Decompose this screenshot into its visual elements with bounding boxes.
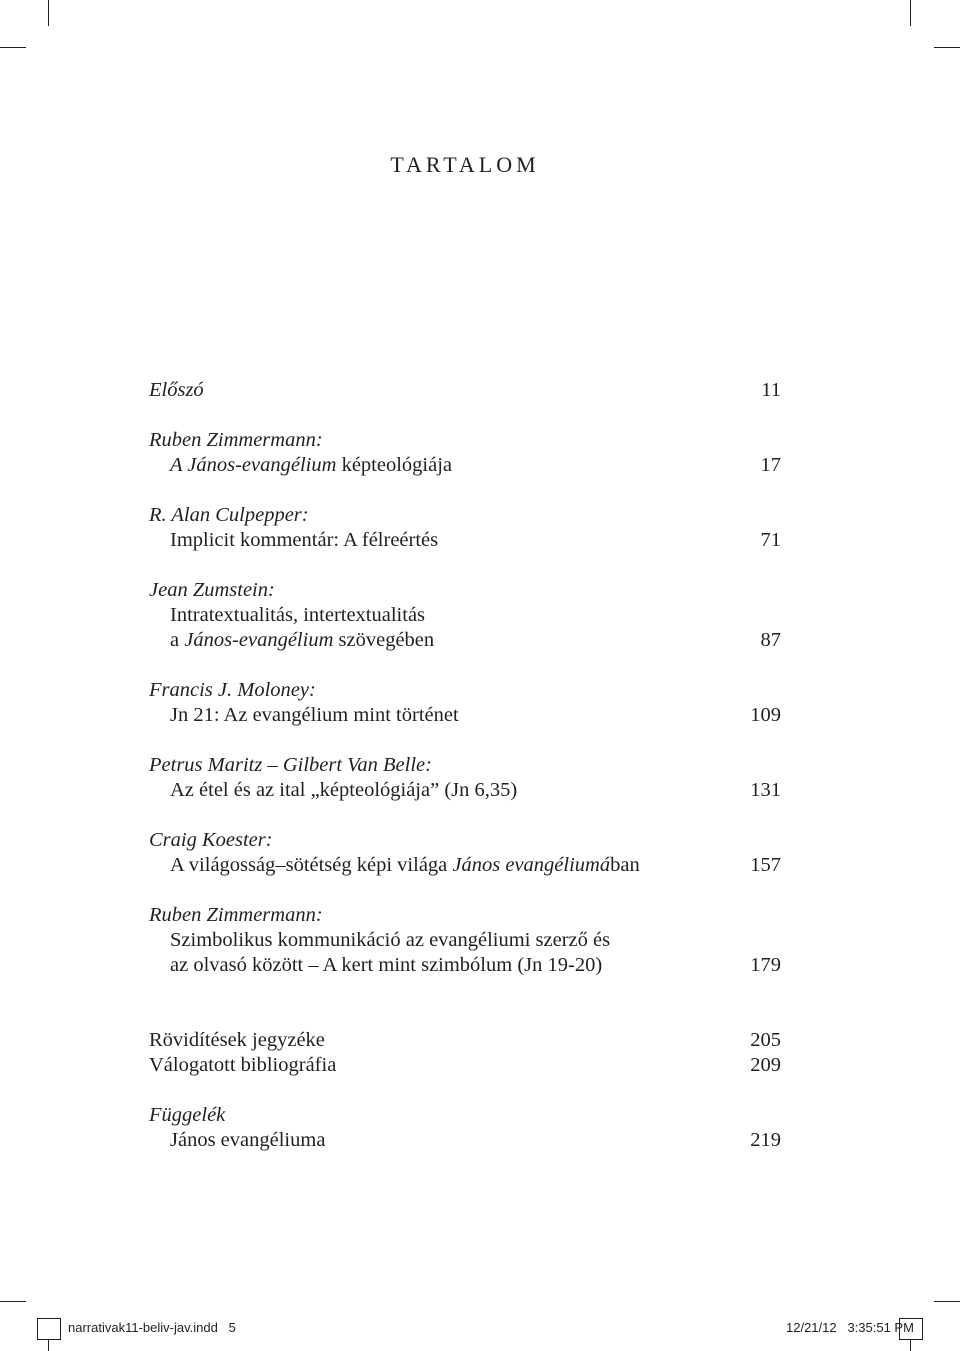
toc-entry-author: Jean Zumstein: [149, 579, 275, 601]
table-of-contents [149, 378, 781, 1153]
toc-entry-foreword [149, 378, 781, 403]
crop-mark-top-right [910, 0, 911, 26]
crop-mark-left-bottom [0, 1301, 26, 1302]
crop-mark-left-top [0, 47, 26, 48]
crop-mark-right-top [934, 47, 960, 48]
toc-entry-author: Ruben Zimmermann: [149, 904, 323, 926]
entry-title: Előszó [149, 379, 204, 401]
toc-entry-title: Implicit kommentár: A félreértés 71 [170, 529, 781, 551]
page-number: 205 [750, 1029, 781, 1051]
toc-entry-title: Szimbolikus kommunikáció az evangéliumi szerző és [170, 929, 611, 951]
toc-entry-author: R. Alan Culpepper: [149, 504, 309, 526]
toc-entry-title: János evangéliuma 219 [170, 1129, 781, 1151]
toc-entry-title: Jn 21: Az evangélium mint történet 109 [170, 704, 781, 726]
page-number: 109 [750, 704, 781, 726]
page-number: 157 [750, 854, 781, 876]
toc-entry-bibliography: Válogatott bibliográfia 209 [149, 1054, 781, 1076]
registration-box-left [37, 1318, 61, 1340]
page-number: 219 [750, 1129, 781, 1151]
toc-entry-appendix-heading: Függelék [149, 1104, 226, 1126]
page-number: 11 [761, 379, 781, 401]
toc-entry-author: Ruben Zimmermann: [149, 429, 323, 451]
toc-entry-title: A világosság–sötétség képi világa János evangéliumában 157 [170, 854, 781, 876]
page-title: TARTALOM [390, 152, 540, 177]
footer-timestamp: 12/21/12 3:35:51 PM [786, 1320, 914, 1335]
page-number: 71 [760, 529, 781, 551]
toc-entry-author: Petrus Maritz – Gilbert Van Belle: [149, 754, 432, 776]
page-number: 179 [750, 954, 781, 976]
toc-entry-title: Intratextualitás, intertextualitás [170, 604, 426, 626]
toc-entry-title: Az étel és az ital „képteológiája” (Jn 6,35) 131 [170, 779, 781, 801]
page-number: 131 [750, 779, 781, 801]
toc-entry-title: A János-evangélium képteológiája 17 [170, 454, 781, 476]
toc-entry-title: az olvasó között – A kert mint szimbólum (Jn 19-20) 179 [170, 954, 781, 976]
toc-entry-title: a János-evangélium szövegében 87 [170, 629, 781, 651]
toc-entry-abbreviations: Rövidítések jegyzéke 205 [149, 1029, 781, 1051]
toc-entry-author: Francis J. Moloney: [149, 679, 316, 701]
page-number: 17 [760, 454, 781, 476]
footer-file-name: narrativak11-beliv-jav.indd 5 [68, 1320, 236, 1335]
crop-mark-right-bottom [934, 1301, 960, 1302]
page-number: 87 [760, 629, 781, 651]
page-number: 209 [750, 1054, 781, 1076]
crop-mark-top-left [48, 0, 49, 26]
toc-entry-author: Craig Koester: [149, 829, 273, 851]
